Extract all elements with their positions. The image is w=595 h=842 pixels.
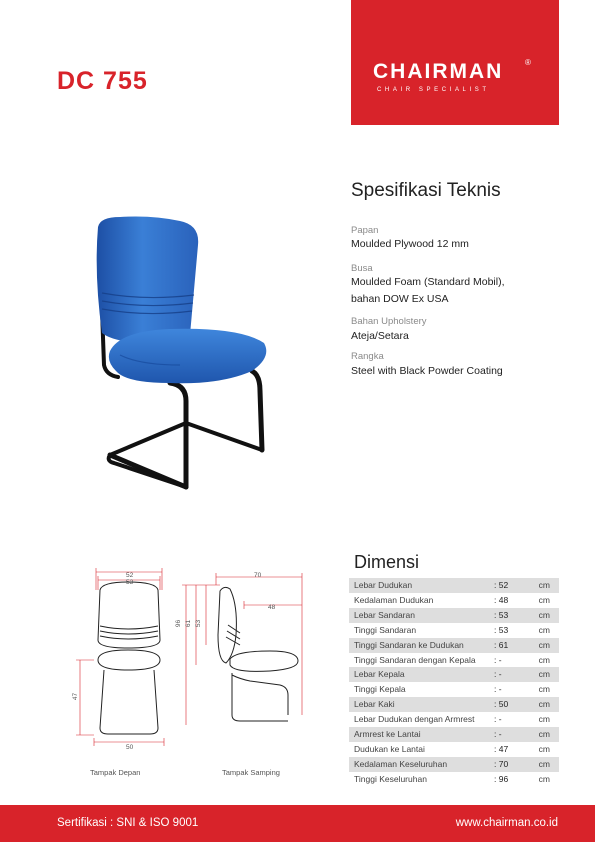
- dimension-row: [349, 712, 559, 727]
- spec-label-busa: Busa: [351, 263, 373, 274]
- dimension-value: [494, 742, 532, 757]
- dimension-row: [349, 593, 559, 608]
- dimension-separator: :: [494, 773, 497, 784]
- dimension-row: [349, 727, 559, 742]
- dimension-value: [494, 727, 532, 742]
- dimension-number: 50: [498, 699, 509, 710]
- footer-website: www.chairman.co.id: [455, 817, 558, 829]
- spec-value-busa-line1: Moulded Foam (Standard Mobil),: [351, 276, 505, 288]
- dimension-separator: :: [494, 654, 497, 665]
- dimension-row: [349, 623, 559, 638]
- dimension-label: Tinggi Kepala: [354, 684, 406, 695]
- front-view-caption: Tampak Depan: [90, 768, 141, 777]
- spec-label-upholstery: Bahan Upholstery: [351, 316, 427, 327]
- dimension-row: [349, 772, 559, 787]
- dimension-value: [494, 638, 532, 653]
- dimension-unit: cm: [538, 773, 550, 784]
- dimension-number: 53: [498, 609, 509, 620]
- dimension-unit: cm: [538, 594, 550, 605]
- dimension-unit: cm: [538, 639, 550, 650]
- dimension-label: Lebar Sandaran: [354, 609, 415, 620]
- dimension-row: [349, 697, 559, 712]
- dimension-number: 96: [498, 773, 509, 784]
- registered-mark: ®: [525, 58, 531, 67]
- spec-value-rangka: Steel with Black Powder Coating: [351, 365, 503, 377]
- dimension-value: [494, 712, 532, 727]
- dimension-unit: cm: [538, 669, 550, 680]
- dimensions-table: [349, 578, 559, 787]
- brand-tagline: CHAIR SPECIALIST: [377, 87, 490, 93]
- dimension-number: -: [498, 714, 502, 725]
- dimension-number: 70: [498, 758, 509, 769]
- dimension-separator: :: [494, 639, 497, 650]
- side-dim-top-depth: 70: [254, 572, 262, 579]
- side-dim-h-back: 53: [195, 619, 203, 628]
- dimension-number: 52: [498, 580, 509, 590]
- dimension-separator: :: [494, 714, 497, 725]
- dimension-value: [494, 772, 532, 787]
- dimension-unit: cm: [538, 699, 550, 710]
- dimension-separator: :: [494, 699, 497, 710]
- dimension-value: [494, 653, 532, 668]
- dimension-value: [494, 608, 532, 623]
- spec-label-rangka: Rangka: [351, 351, 384, 362]
- front-dim-bottom-width: 50: [126, 744, 134, 751]
- dimension-label: Kedalaman Dudukan: [354, 594, 434, 605]
- spec-title: Spesifikasi Teknis: [351, 180, 501, 201]
- dimension-row: [349, 578, 559, 593]
- dimension-separator: :: [494, 758, 497, 769]
- dimension-label: Tinggi Sandaran ke Dudukan: [354, 639, 464, 650]
- dimension-row: [349, 667, 559, 682]
- dimension-label: Lebar Dudukan: [354, 580, 413, 590]
- front-dim-top-inner: 53: [126, 579, 134, 586]
- dimension-value: [494, 697, 532, 712]
- model-title: DC 755: [57, 67, 148, 95]
- dimension-unit: cm: [538, 714, 550, 725]
- dimension-separator: :: [494, 669, 497, 680]
- dimension-label: Tinggi Sandaran dengan Kepala: [354, 654, 476, 665]
- dimension-separator: :: [494, 594, 497, 605]
- spec-value-papan: Moulded Plywood 12 mm: [351, 238, 469, 250]
- dimension-row: [349, 682, 559, 697]
- side-dim-h-total: 96: [175, 619, 183, 628]
- dimension-number: 48: [498, 594, 509, 605]
- front-view-drawing: [70, 560, 183, 760]
- dimension-unit: cm: [538, 654, 550, 665]
- dimension-label: Tinggi Keseluruhan: [354, 773, 427, 784]
- dimension-unit: cm: [538, 609, 550, 620]
- dimension-row: [349, 742, 559, 757]
- dimension-row: [349, 653, 559, 668]
- chair-product-image: [80, 205, 285, 500]
- dimension-number: 61: [498, 639, 509, 650]
- dimension-value: [494, 757, 532, 772]
- dimension-number: -: [498, 669, 502, 680]
- dimension-unit: cm: [538, 624, 550, 635]
- dimension-separator: :: [494, 743, 497, 754]
- dimension-label: Dudukan ke Lantai: [354, 743, 425, 754]
- side-view-caption: Tampak Samping: [222, 768, 280, 777]
- dimension-value: [494, 682, 532, 697]
- dimension-separator: :: [494, 624, 497, 635]
- spec-value-upholstery: Ateja/Setara: [351, 330, 409, 342]
- dimension-number: -: [498, 654, 502, 665]
- dimension-row: [349, 757, 559, 772]
- dimension-value: [494, 667, 532, 682]
- side-dim-h-back-seat: 61: [185, 619, 193, 628]
- dimension-value: [494, 623, 532, 638]
- dimension-unit: cm: [538, 758, 550, 769]
- brand-name: CHAIRMAN: [373, 60, 504, 83]
- dimension-label: Tinggi Sandaran: [354, 624, 417, 635]
- front-dim-side-height: 47: [72, 692, 80, 701]
- dimension-row: [349, 638, 559, 653]
- footer-bar: [0, 805, 595, 842]
- dimension-number: 53: [498, 624, 509, 635]
- dimension-value: [494, 593, 532, 608]
- dimension-unit: cm: [538, 684, 550, 695]
- dimension-number: -: [498, 684, 502, 695]
- spec-value-busa-line2: bahan DOW Ex USA: [351, 293, 449, 305]
- dimension-label: Kedalaman Keseluruhan: [354, 758, 448, 769]
- dimension-label: Armrest ke Lantai: [354, 729, 421, 740]
- dimension-separator: :: [494, 729, 497, 740]
- dimension-unit: cm: [538, 580, 550, 590]
- dimension-label: Lebar Kepala: [354, 669, 405, 680]
- brand-logo: [351, 0, 559, 125]
- footer-certification: Sertifikasi : SNI & ISO 9001: [57, 817, 199, 829]
- dimension-value: [494, 578, 532, 593]
- spec-label-papan: Papan: [351, 225, 379, 236]
- dimension-unit: cm: [538, 729, 550, 740]
- dimension-number: 47: [498, 743, 509, 754]
- dimension-label: Lebar Dudukan dengan Armrest: [354, 714, 475, 725]
- front-dim-top-outer: 52: [126, 572, 134, 579]
- side-view-drawing: [180, 565, 305, 760]
- dimension-separator: :: [494, 609, 497, 620]
- dimension-number: -: [498, 729, 502, 740]
- dimension-separator: :: [494, 580, 497, 590]
- side-dim-seat-depth: 48: [268, 604, 276, 611]
- dimension-label: Lebar Kaki: [354, 699, 395, 710]
- dimensions-title: Dimensi: [354, 552, 420, 572]
- dimension-separator: :: [494, 684, 497, 695]
- dimension-row: [349, 608, 559, 623]
- dimension-unit: cm: [538, 743, 550, 754]
